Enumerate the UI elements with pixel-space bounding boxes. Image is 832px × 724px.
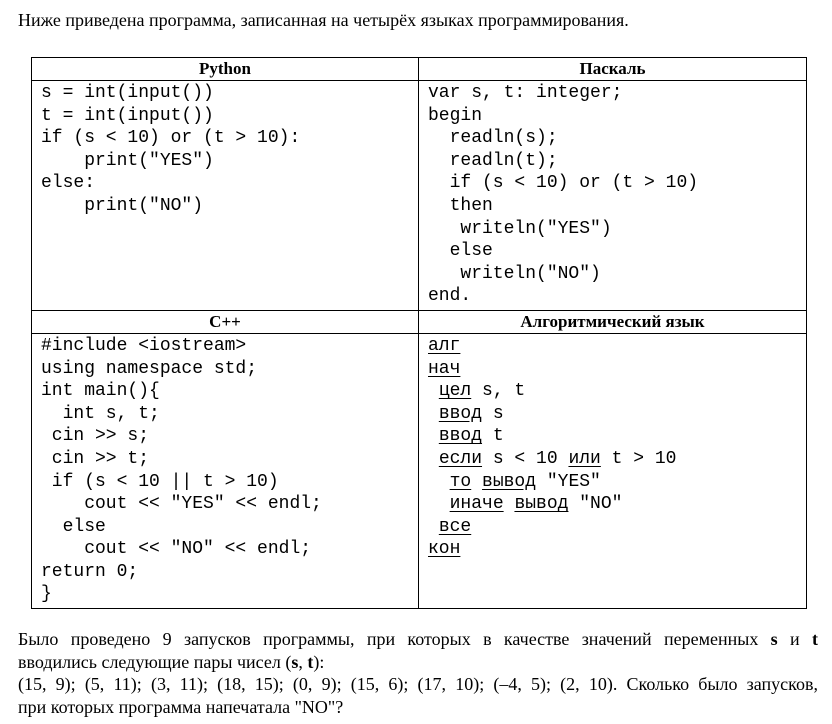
python-header: Python <box>32 58 419 81</box>
python-code-line: else: <box>41 173 96 194</box>
cpp-code-line: int main(){ <box>41 381 160 402</box>
task-line-4: при которых программа напечатала "NO"? <box>18 696 344 717</box>
python-code <box>32 81 418 220</box>
vvod-keyword: ввод <box>438 403 483 424</box>
alg-line <box>428 448 806 471</box>
alg-line <box>428 425 806 448</box>
cpp-code-line: return 0; <box>41 561 139 582</box>
task-line-2 <box>18 651 818 674</box>
var-t: t <box>811 629 818 649</box>
alg-text: s < 10 <box>482 448 569 469</box>
alg-line <box>428 471 806 494</box>
alg-line <box>428 380 806 403</box>
vyvod-keyword: вывод <box>482 471 537 492</box>
task-text-part: ): <box>313 651 325 672</box>
alg-line <box>428 358 806 381</box>
cpp-code-line: int s, t; <box>41 403 160 424</box>
cpp-code-line: cout << "YES" << endl; <box>41 494 322 515</box>
cpp-code-line: else <box>41 516 106 537</box>
nach-keyword: нач <box>428 358 461 379</box>
vyvod-keyword: вывод <box>514 494 569 515</box>
pascal-code-cell <box>419 81 807 311</box>
alg-text: t > 10 <box>600 448 677 469</box>
pascal-code-line: begin <box>428 105 483 126</box>
pascal-code-line: else <box>428 241 493 262</box>
intro-text: Ниже приведена программа, записанная на четырёх языках программирования. <box>18 10 629 30</box>
cpp-code-line: cin >> s; <box>41 426 150 447</box>
vse-keyword: все <box>438 516 472 537</box>
alg-text: "YES" <box>536 471 601 492</box>
task-line-1 <box>18 628 818 651</box>
cel-keyword: цел <box>438 381 472 402</box>
pascal-code-line: end. <box>428 286 472 307</box>
python-code-line: print("YES") <box>41 150 214 171</box>
inache-keyword: иначе <box>449 494 504 515</box>
alg-text: t <box>482 426 504 447</box>
task-text-part: и <box>777 629 812 649</box>
pascal-code <box>419 81 806 310</box>
alg-header: Алгоритмический язык <box>419 310 807 333</box>
alg-text: s <box>482 403 504 424</box>
cpp-code-line: using namespace std; <box>41 358 258 379</box>
pascal-code-line: writeln("NO") <box>428 263 601 284</box>
python-code-line: print("NO") <box>41 195 204 216</box>
pascal-code-line: readln(s); <box>428 128 558 149</box>
cpp-code-line: cout << "NO" << endl; <box>41 539 312 560</box>
ili-keyword: или <box>568 448 601 469</box>
cpp-code-line: #include <iostream> <box>41 335 247 356</box>
alg-code <box>419 334 806 563</box>
code-table <box>31 57 807 609</box>
vvod-keyword: ввод <box>438 426 483 447</box>
pair-t: t <box>307 651 314 672</box>
task-line-3: (15, 9); (5, 11); (3, 11); (18, 15); (0, 9); (15, 6); (17, 10); (–4, 5); (2, 10). Сколько было запусков, <box>18 674 818 694</box>
to-keyword: то <box>449 471 472 492</box>
pascal-header: Паскаль <box>419 58 807 81</box>
task-text-part: , <box>298 651 308 672</box>
pascal-code-line: then <box>428 195 493 216</box>
kon-keyword: кон <box>428 539 461 560</box>
pascal-code-line: readln(t); <box>428 150 558 171</box>
cpp-code-line: if (s < 10 || t > 10) <box>41 471 279 492</box>
python-code-cell <box>32 81 419 311</box>
alg-line <box>428 335 806 358</box>
esli-keyword: если <box>438 448 483 469</box>
alg-text: "NO" <box>568 494 623 515</box>
cpp-code-line: cin >> t; <box>41 448 150 469</box>
alg-code-cell <box>419 333 807 608</box>
alg-line <box>428 538 806 561</box>
python-code-line: s = int(input()) <box>41 83 214 103</box>
alg-line <box>428 403 806 426</box>
alg-line <box>428 493 806 516</box>
pair-s: s <box>291 651 299 672</box>
cpp-code <box>32 334 418 608</box>
alg-text: s, t <box>471 381 526 402</box>
task-text-part: вводились следующие пары чисел ( <box>18 651 292 672</box>
cpp-code-cell <box>32 333 419 608</box>
cpp-header: C++ <box>32 310 419 333</box>
task-text-part: Было проведено 9 запусков программы, при которых в качестве значений переменных <box>18 629 771 649</box>
pascal-code-line: if (s < 10) or (t > 10) <box>428 173 699 194</box>
task-text <box>18 628 818 718</box>
alg-keyword: алг <box>428 335 461 356</box>
var-s: s <box>770 629 778 649</box>
pascal-code-line: var s, t: integer; <box>428 83 623 103</box>
alg-line <box>428 516 806 539</box>
python-code-line: if (s < 10) or (t > 10): <box>41 128 301 149</box>
cpp-code-line: } <box>41 584 52 605</box>
pascal-code-line: writeln("YES") <box>428 218 612 239</box>
python-code-line: t = int(input()) <box>41 105 214 126</box>
